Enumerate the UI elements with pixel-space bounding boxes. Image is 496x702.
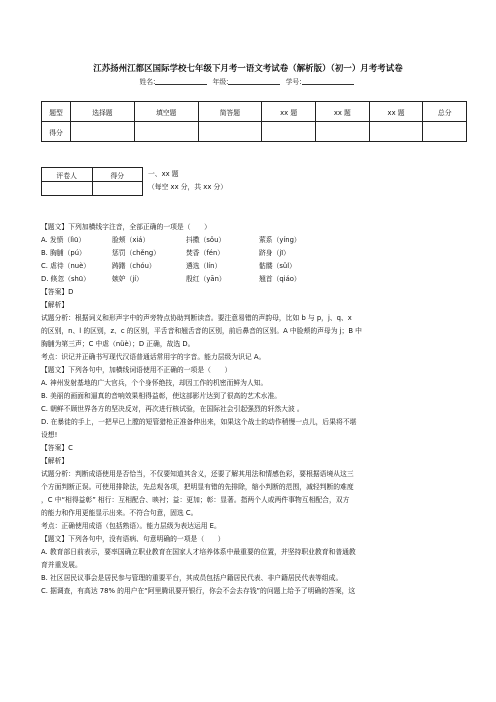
grader-table <box>41 167 143 196</box>
q1-option-a <box>41 234 467 247</box>
q1-analysis-line: 胸脯为第三声；C 中虐（nüè）；D 正确，故选 D。 <box>41 340 195 348</box>
option-part: 脸颊（xiá） <box>112 236 150 244</box>
option-part: 焚香（fén） <box>186 249 225 257</box>
option-part: 抖擞（sǒu） <box>186 236 226 244</box>
option-part: 骷髅（sǔl） <box>259 262 296 270</box>
option-part: 殷红（yān） <box>186 275 226 283</box>
student-info-line <box>0 76 496 86</box>
q3-stem: 【题文】下列各句中，没有语病、句意明确的一项是（ ） <box>41 535 225 543</box>
score-header-cell: 总分 <box>423 102 467 122</box>
q1-option-b <box>41 247 467 260</box>
q3-option: C. 据调查，有高达 78% 的用户在“阿里腾讯要开银行，你会不会去存钱”的问题上给予了明确的答案，这 <box>41 587 356 595</box>
q2-analysis-line: 个方面判断正误。可使用排除法，先总观各项，把明显有错的先排除，缩小判断的范围，减轻判断的难度 <box>41 483 354 491</box>
section-title: 一、xx 题 <box>148 170 179 178</box>
option-part: 踌躇（chóu） <box>112 262 156 270</box>
q2-analysis-line: 的能力和作用更能显示出来。不符合句意，固选 C。 <box>41 509 198 517</box>
q1-stem: 【题文】下列加横线字注音，全部正确的一项是（ ） <box>41 223 211 231</box>
score-table-score-row <box>42 122 467 142</box>
option-part: C. 虐待（nuè） <box>41 262 91 270</box>
score-cell <box>71 122 135 142</box>
q1-analysis-line: 试题分析：根据词义和形声字中的声旁特点协助判断读音。要注意易错的声韵母，比如 b 与 p，j、q、x <box>41 314 352 322</box>
name-label: 姓名: <box>139 78 156 86</box>
option-part: B. 胸脯（pú） <box>41 249 86 257</box>
score-cell <box>423 122 467 142</box>
score-cell <box>134 122 198 142</box>
score-cell <box>369 122 423 142</box>
q2-option: A. 神州发射基地的广大官兵，个个身怀绝技，却因工作的机密而鲜为人知。 <box>41 379 268 387</box>
score-cell <box>316 122 370 142</box>
score-header-cell: 简答题 <box>198 102 262 122</box>
name-blank[interactable] <box>155 77 207 85</box>
q2-analysis-tag: 【解析】 <box>41 457 69 465</box>
section-heading <box>148 168 227 194</box>
q2-option: 设想! <box>41 431 58 439</box>
grader-header: 评卷人 <box>42 168 93 182</box>
score-row-label: 得分 <box>42 122 71 142</box>
option-part: 跻身（jī） <box>259 249 290 257</box>
score-header-cell: xx 题 <box>369 102 423 122</box>
option-part: 嫉妒（jí） <box>112 275 143 283</box>
score-header-cell: xx 题 <box>262 102 316 122</box>
q2-option: D. 在暴徒的手上，一把早已上膛的短管猎枪正准备伸出来，如果这个战士的动作稍慢一点儿，后果将不堪 <box>41 418 357 426</box>
score-cell <box>262 122 316 142</box>
option-part: 遴选（lín） <box>186 262 222 270</box>
grader-score-cell <box>92 182 143 196</box>
q3-option: 育并重发展。 <box>41 561 82 569</box>
exam-title: 江苏扬州江都区国际学校七年级下月考一语文考试卷（解析版）（初一）月考考试卷 <box>93 63 403 73</box>
score-table-header-row <box>42 102 467 122</box>
grade-label: 年级: <box>212 78 229 86</box>
q1-answer: 【答案】D <box>41 288 74 296</box>
q2-answer: 【答案】C <box>41 444 73 452</box>
option-part: 萦系（yíng） <box>259 236 301 244</box>
q2-analysis-line: 试题分析：判断成语使用是否恰当，不仅要知道其含义，还要了解其用法和情感色彩，要根据语境从这三 <box>41 470 354 478</box>
number-blank[interactable] <box>302 77 354 85</box>
q2-option: C. 朝鲜不顾世界各方的坚决反对，再次进行核试验，在国际社会引起强烈的轩然大波 。 <box>41 405 304 413</box>
q1-analysis-line: 的区别，n、l 的区别，z、c 的区别，平舌音和翘舌音的区别，前后鼻音的区别。A 中脸颊的声母为 j；B 中 <box>41 327 362 335</box>
grader-cell <box>42 182 93 196</box>
option-part: 惩罚（chěng） <box>112 249 161 257</box>
score-header-cell: 选择题 <box>71 102 135 122</box>
q1-option-d <box>41 273 467 286</box>
q2-analysis-line: ，C 中“相得益彰” 相行：互相配合、映衬；益：更加；彰：显著。指两个人或两件事物互相配合，双方 <box>41 496 350 504</box>
q3-option: A. 教育部日前表示，要率国确立职业教育在国家人才培养体系中最重要的位置，并坚持职业教育和普通教 <box>41 548 356 556</box>
q3-option: B. 社区居民议事会是居民参与管理的重要平台，其成员包括户籍居民代表、非户籍居民代表等组成。 <box>41 574 343 582</box>
option-part: 翘首（qiáo） <box>259 275 301 283</box>
q2-option: B. 美丽的画面和逼真的音响效果相得益彰，使这部影片达到了很高的艺术水准。 <box>41 392 282 400</box>
score-cell <box>198 122 262 142</box>
number-label: 学号: <box>285 78 302 86</box>
q2-stem: 【题文】下列各句中，加横线词语使用不正确的一项是（ ） <box>41 366 232 374</box>
score-header-cell: 题型 <box>42 102 71 122</box>
section-note: （每空 xx 分，共 xx 分） <box>148 183 228 191</box>
score-header-cell: xx 题 <box>316 102 370 122</box>
q1-analysis-tag: 【解析】 <box>41 301 69 309</box>
score-header-cell: 填空题 <box>134 102 198 122</box>
score-table <box>41 101 467 142</box>
question-body <box>41 221 467 598</box>
q2-point: 考点：正确使用成语（包括熟语）。能力层级为表达运用 E。 <box>41 522 221 530</box>
option-part: A. 发愤（lìū） <box>41 236 86 244</box>
q1-point: 考点：识记并正确书写现代汉语普通话常用字的字音。能力层级为识记 A。 <box>41 353 266 361</box>
grader-score-header: 得分 <box>92 168 143 182</box>
grade-blank[interactable] <box>228 77 280 85</box>
q1-option-c <box>41 260 467 273</box>
option-part: D. 倏忽（shū） <box>41 275 90 283</box>
